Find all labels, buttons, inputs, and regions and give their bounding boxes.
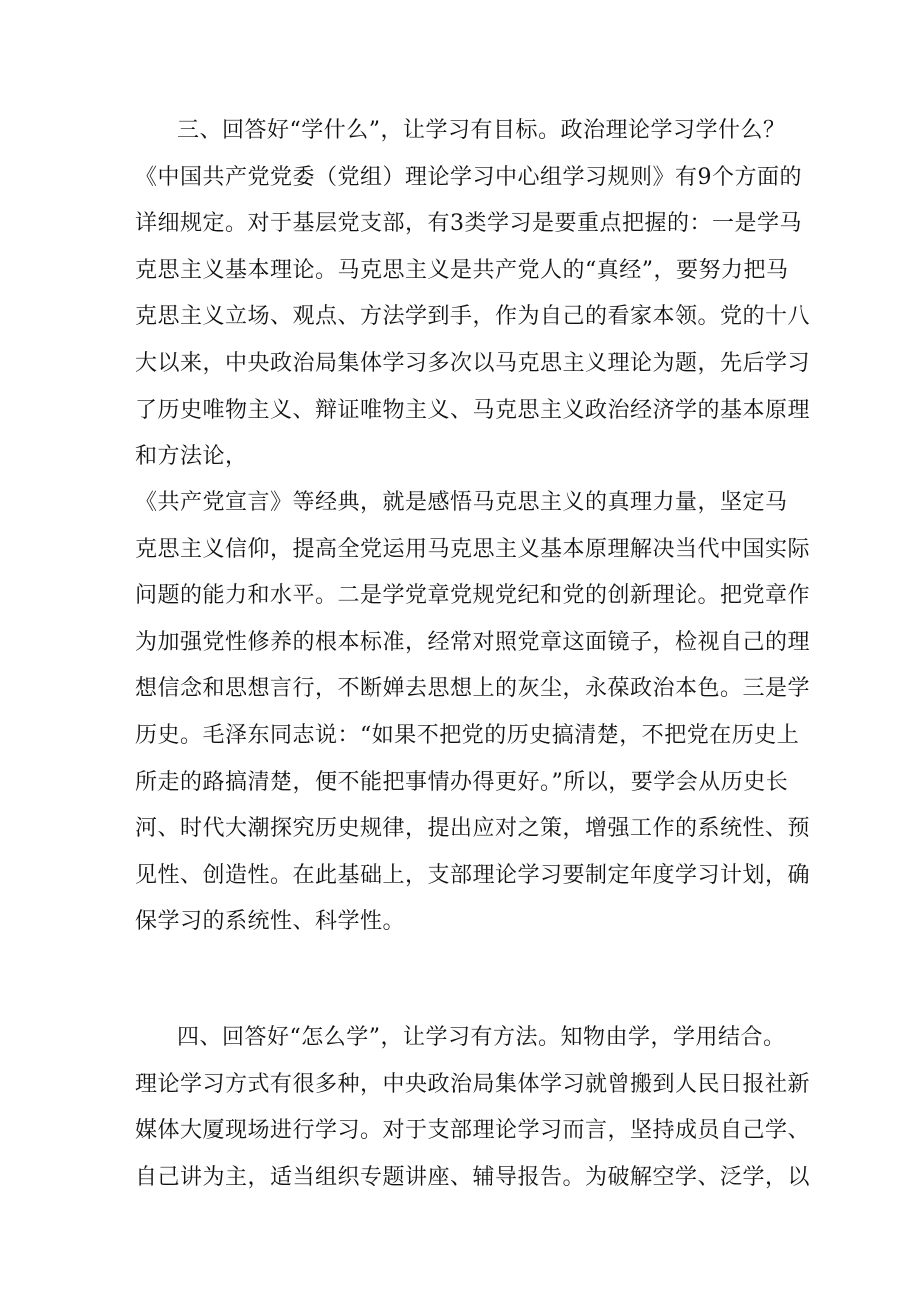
text-line: 详细规定。对于基层党支部，有3类学习是要重点把握的：一是学马 <box>135 211 802 237</box>
text-line: 为加强党性修养的根本标准，经常对照党章这面镜子，检视自己的理 <box>135 629 811 655</box>
text-line: 想信念和思想言行，不断婵去思想上的灰尘，永葆政治本色。三是学 <box>135 676 811 702</box>
text-line: 河、时代大潮探究历史规律，提出应对之策，增强工作的系统性、预 <box>135 816 811 842</box>
text-line: 《共产党宣言》等经典，就是感悟马克思主义的真理力量，坚定马 <box>135 490 788 515</box>
paragraph-3 <box>135 108 811 481</box>
text-line: 自己讲为主，适当组织专题讲座、辅导报告。为破解空学、泛学，以 <box>135 1164 811 1190</box>
text-line: 媒体大厦现场进行学习。对于支部理论学习而言，坚持成员自己学、 <box>135 1118 811 1144</box>
text-line: 理论学习方式有很多种，中央政治局集体学习就曾搬到人民日报社新 <box>135 1071 811 1097</box>
text-line: 和方法论， <box>135 444 248 470</box>
text-line: 了历史唯物主义、辩证唯物主义、马克思主义政治经济学的基本原理 <box>135 397 811 423</box>
text-line: 克思主义信仰，提高全党运用马克思主义基本原理解决当代中国实际 <box>135 536 811 562</box>
paragraph-4 <box>135 1015 811 1201</box>
text-line: 克思主义立场、观点、方法学到手，作为自己的看家本领。党的十八 <box>135 304 811 330</box>
text-line: 三、回答好“学什么”，让学习有目标。政治理论学习学什么？ <box>177 118 786 143</box>
text-line: 《中国共产党党委（党组）理论学习中心组学习规则》有9个方面的 <box>135 164 802 190</box>
text-line: 大以来，中央政治局集体学习多次以马克思主义理论为题，先后学习 <box>135 350 811 376</box>
text-line: 保学习的系统性、科学性。 <box>135 909 406 935</box>
text-line: 历史。毛泽东同志说：“如果不把党的历史搞清楚，不把党在历史上 <box>135 722 800 748</box>
text-line: 四、回答好“怎么学”，让学习有方法。知物由学，学用结合。 <box>177 1025 786 1050</box>
text-line: 克思主义基本理论。马克思主义是共产党人的“真经”，要努力把马 <box>135 257 789 283</box>
paragraph-3-continued <box>135 480 811 946</box>
text-line: 见性、创造性。在此基础上，支部理论学习要制定年度学习计划，确 <box>135 862 811 888</box>
text-line: 问题的能力和水平。二是学党章党规党纪和党的创新理论。把党章作 <box>135 583 811 609</box>
text-line: 所走的路搞清楚，便不能把事情办得更好。”所以，要学会从历史长 <box>135 769 789 795</box>
